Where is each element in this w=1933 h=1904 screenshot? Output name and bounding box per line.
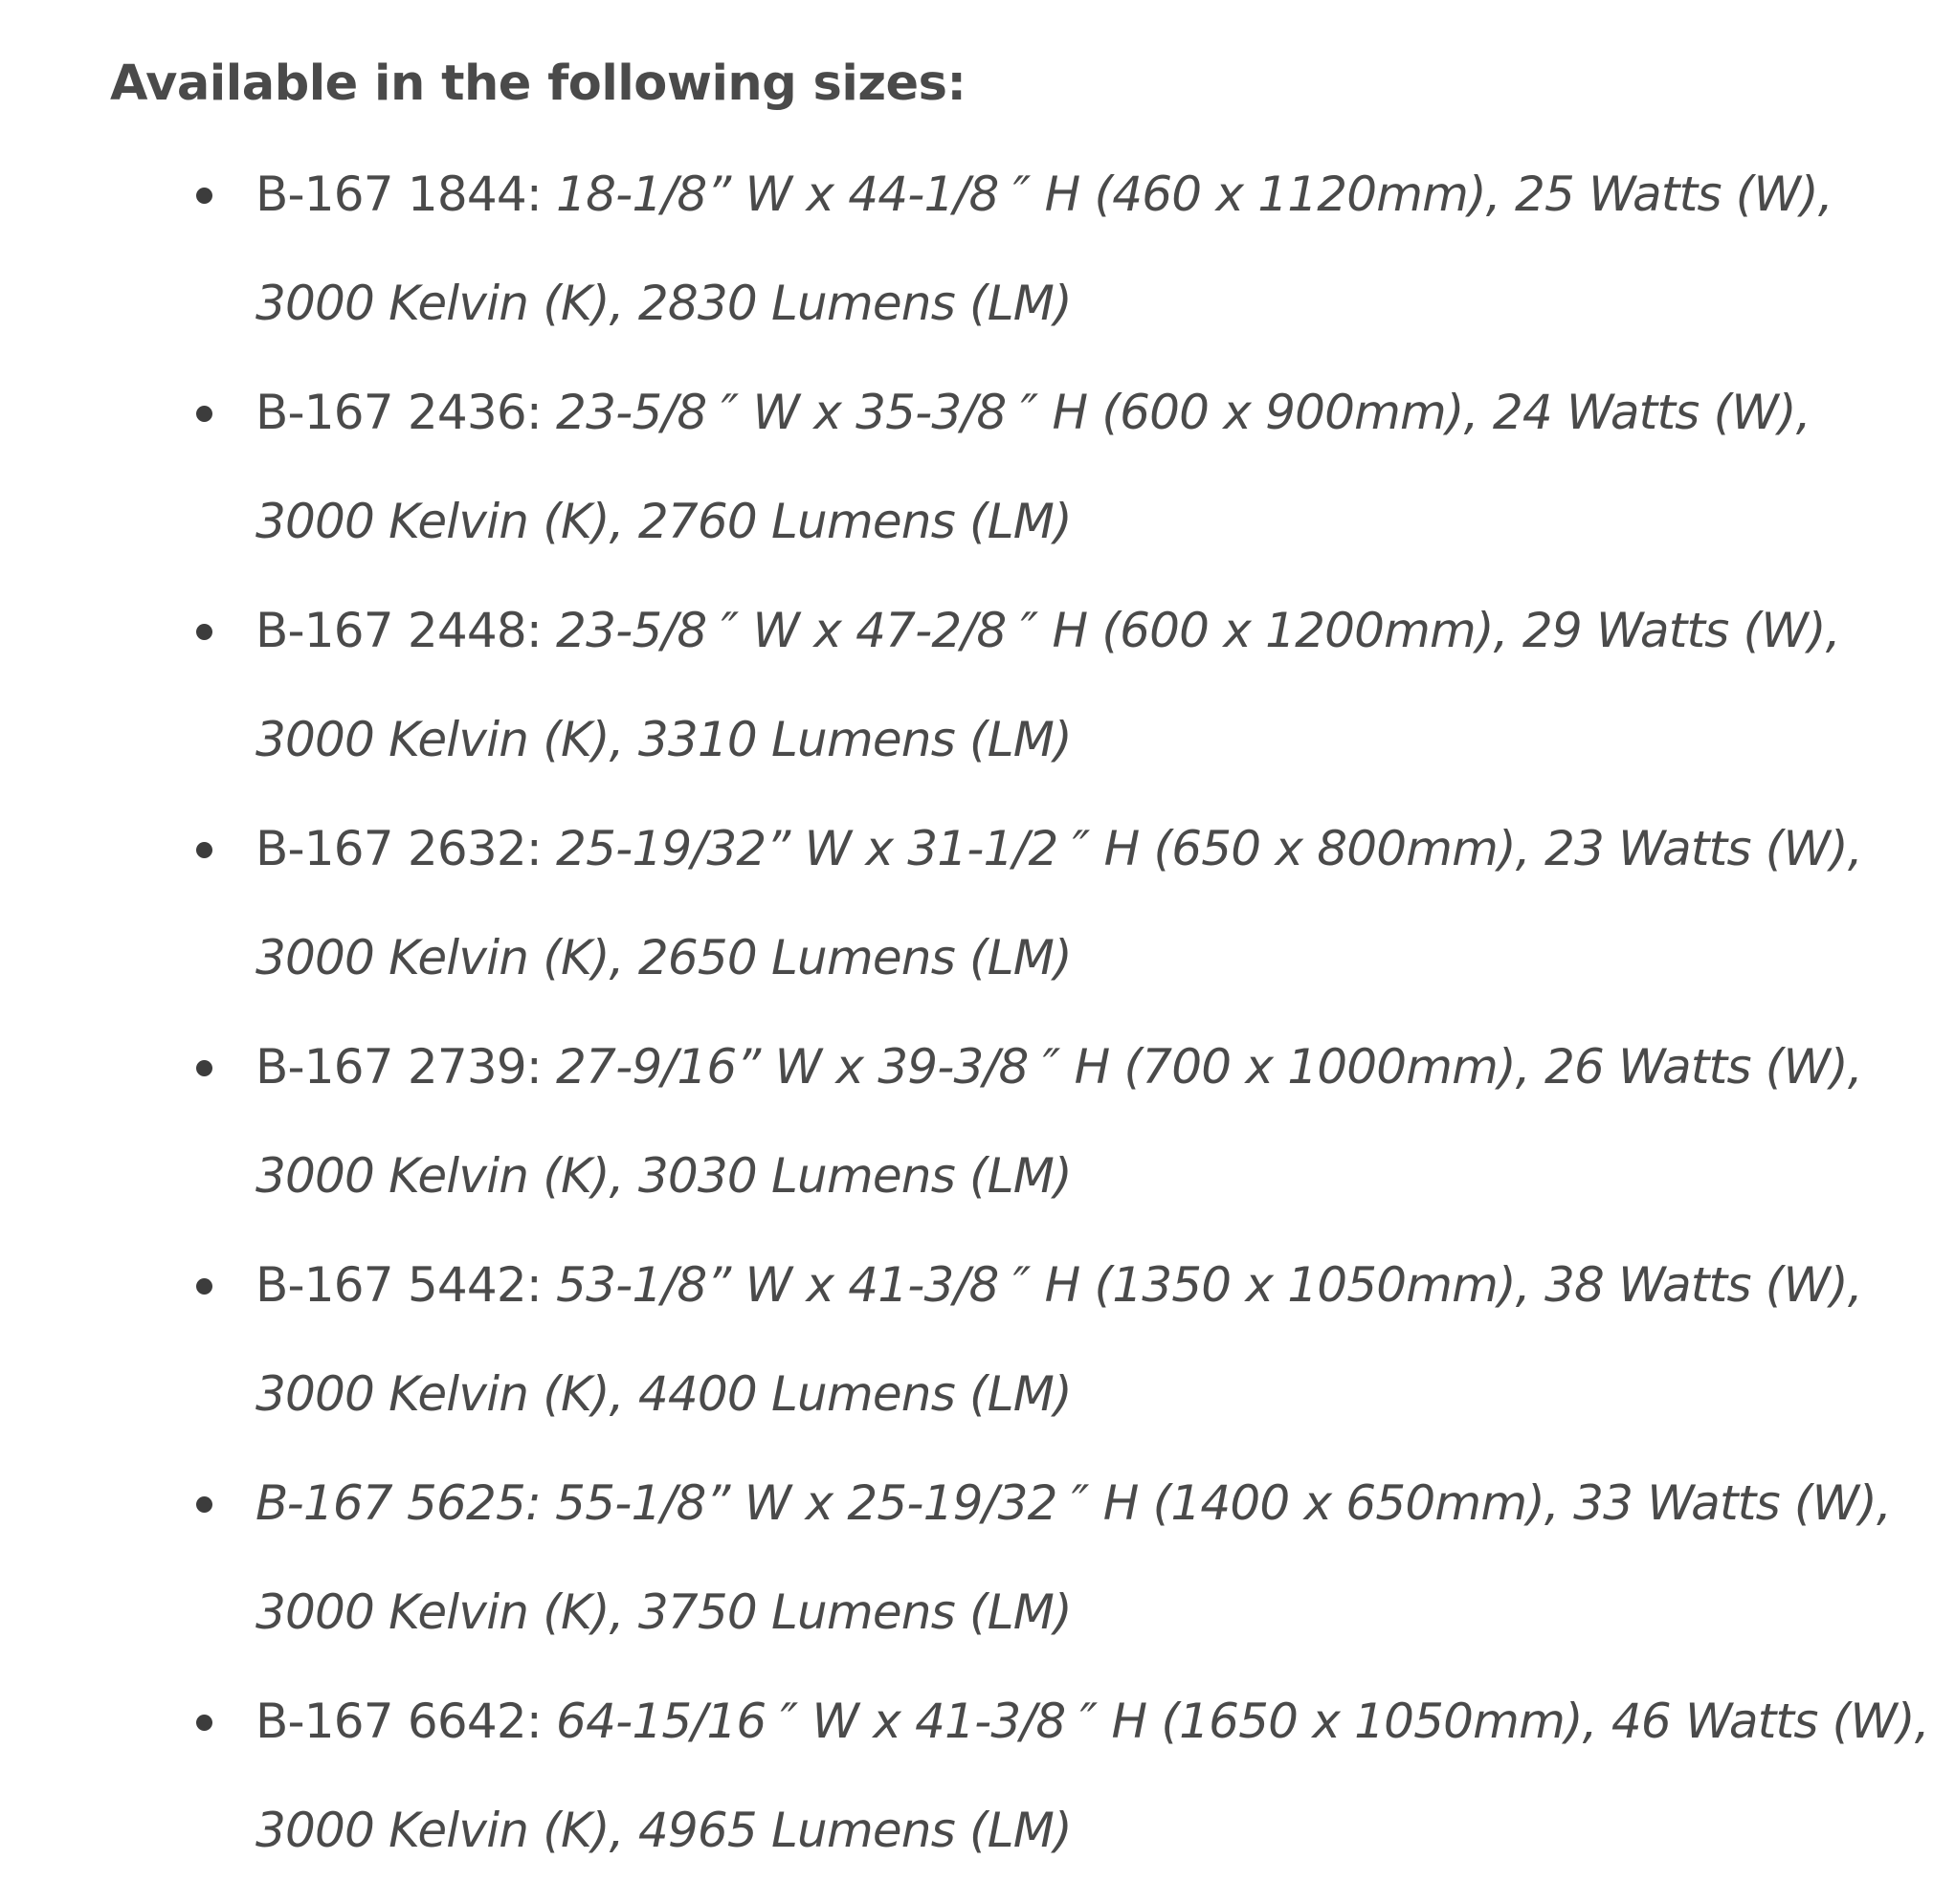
size-item-2632	[256, 794, 1933, 1012]
sizes-list	[110, 140, 1929, 1885]
model-number: B-167 2436:	[256, 385, 542, 440]
bullet-icon	[196, 1060, 212, 1076]
bullet-icon	[196, 1496, 212, 1513]
model-number: B-167 2448:	[256, 603, 542, 658]
model-specs: 55-1/8” W x 25-19/32 ″ H (1400 x 650mm), 33 Watts (W), 3000 Kelvin (K), 3750 Lumens (LM)	[256, 1475, 1892, 1640]
model-specs: 25-19/32” W x 31-1/2 ″ H (650 x 800mm), 23 Watts (W), 3000 Kelvin (K), 2650 Lumens (LM)	[256, 821, 1862, 985]
size-item-5442	[256, 1230, 1933, 1449]
size-item-2436	[256, 358, 1933, 576]
model-number: B-167 6642:	[256, 1694, 542, 1749]
model-number: B-167 2739:	[256, 1039, 542, 1095]
bullet-icon	[196, 624, 212, 640]
model-number: B-167 5442:	[256, 1257, 542, 1313]
bullet-icon	[196, 1715, 212, 1731]
bullet-icon	[196, 406, 212, 422]
bullet-icon	[196, 842, 212, 858]
model-specs: 18-1/8” W x 44-1/8 ″ H (460 x 1120mm), 25 Watts (W), 3000 Kelvin (K), 2830 Lumens (LM)	[256, 166, 1833, 331]
model-number: B-167 1844:	[256, 166, 542, 222]
sizes-section	[110, 38, 1929, 1885]
size-item-2448	[256, 576, 1933, 794]
model-number: B-167 2632:	[256, 821, 542, 876]
model-specs: 53-1/8” W x 41-3/8 ″ H (1350 x 1050mm), 38 Watts (W), 3000 Kelvin (K), 4400 Lumens (LM)	[256, 1257, 1862, 1422]
model-specs: 27-9/16” W x 39-3/8 ″ H (700 x 1000mm), 26 Watts (W), 3000 Kelvin (K), 3030 Lumens (LM)	[256, 1039, 1862, 1204]
size-item-1844	[256, 140, 1933, 358]
sizes-heading: Available in the following sizes:	[110, 55, 966, 112]
size-item-6642	[256, 1667, 1933, 1885]
bullet-icon	[196, 188, 212, 204]
model-specs: 23-5/8 ″ W x 47-2/8 ″ H (600 x 1200mm), 29 Watts (W), 3000 Kelvin (K), 3310 Lumens (LM)	[256, 603, 1840, 767]
size-item-2739	[256, 1012, 1933, 1230]
model-specs: 23-5/8 ″ W x 35-3/8 ″ H (600 x 900mm), 24 Watts (W), 3000 Kelvin (K), 2760 Lumens (LM)	[256, 385, 1811, 549]
model-number: B-167 5625:	[256, 1475, 542, 1531]
bullet-icon	[196, 1278, 212, 1295]
size-item-5625	[256, 1449, 1933, 1667]
model-specs: 64-15/16 ″ W x 41-3/8 ″ H (1650 x 1050mm), 46 Watts (W), 3000 Kelvin (K), 4965 Lumens (LM)	[256, 1694, 1929, 1858]
